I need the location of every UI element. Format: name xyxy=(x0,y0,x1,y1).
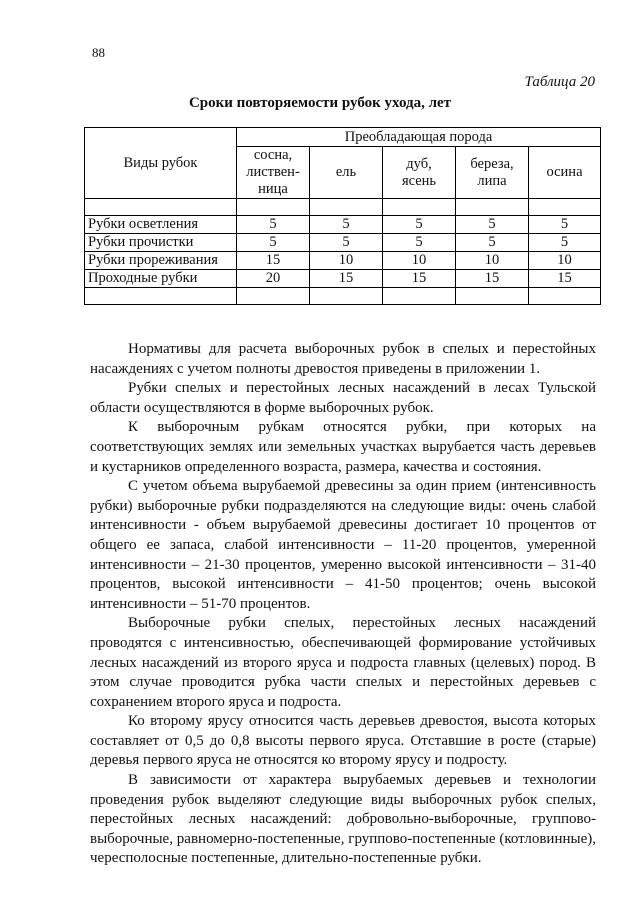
table-cell: 5 xyxy=(310,216,383,234)
table-cell: 15 xyxy=(529,270,601,288)
paragraph: С учетом объема вырубаемой древесины за один прием (интенсивность рубки) выборочные рубки подразделяются на следующие виды: очень слабой интенсивности - объем вырубаемой древесины достигает 10 процентов от общего ее запаса, слабой интенсивности – 11-20 процентов, умеренной интенсивности – 21-30 процентов, умеренно высокой интенсивности – 31-40 процентов, высокой интенсивности – 41-50 процентов; очень высокой интенсивности – 51-70 процентов. xyxy=(90,478,596,612)
table-cell: 15 xyxy=(237,252,310,270)
table-cell: 10 xyxy=(310,252,383,270)
table-cell: 10 xyxy=(456,252,529,270)
table-cell: 15 xyxy=(310,270,383,288)
table-cell: 20 xyxy=(237,270,310,288)
table-row-spacer xyxy=(85,288,601,305)
table-cell: 5 xyxy=(383,216,456,234)
species-header-line: липа xyxy=(477,172,507,189)
table-cell: 5 xyxy=(310,234,383,252)
table-cell: 5 xyxy=(456,216,529,234)
repeat-terms-table xyxy=(84,127,601,305)
paragraph: Выборочные рубки спелых, перестойных лесных насаждений проводятся с интенсивностью, обеспечивающей формирование устойчивых лесных насаждений из второго яруса и подроста главных (целевых) пород. В этом случае проводится рубка части спелых и перестойных деревьев с сохранением второго яруса и подроста. xyxy=(90,615,596,710)
table-cell: 5 xyxy=(456,234,529,252)
table-row xyxy=(85,216,601,234)
row-label: Проходные рубки xyxy=(85,270,237,288)
group-header-species: Преобладающая порода xyxy=(237,128,601,147)
species-header-line: ель xyxy=(335,164,357,180)
table-cell: 10 xyxy=(529,252,601,270)
table-row-spacer xyxy=(85,199,601,216)
row-label: Рубки прореживания xyxy=(85,252,237,270)
species-header xyxy=(310,147,383,199)
table-row xyxy=(85,234,601,252)
table-cell: 5 xyxy=(529,234,601,252)
paragraph: Ко второму ярусу относится часть деревьев древостоя, высота которых составляет от 0,5 до 0,8 высоты первого яруса. Отставшие в росте (старые) деревья первого яруса не относятся ко второму ярусу и подросту. xyxy=(90,713,596,769)
species-header xyxy=(529,147,601,199)
species-header-line: сосна, xyxy=(253,147,293,163)
table-cell: 5 xyxy=(529,216,601,234)
table-title: Сроки повторяемости рубок ухода, лет xyxy=(188,95,452,111)
paragraph: В зависимости от характера вырубаемых деревьев и технологии проведения рубок выделяют следующие виды выборочных рубок спелых, перестойных лесных насаждений: добровольно-выборочные, группово-выборочные, равномерно-постепенные, группово-постепенные (котловинные), чересполосные постепенные, длительно-постепенные рубки. xyxy=(90,772,596,867)
species-header xyxy=(456,147,529,199)
species-header xyxy=(237,147,310,199)
species-header-line: дуб, xyxy=(406,155,432,172)
paragraph: К выборочным рубкам относятся рубки, при которых на соответствующих землях или земельных участках вырубается часть деревьев и кустарников определенного возраста, размера, качества и состояния. xyxy=(90,419,596,475)
species-header xyxy=(383,147,456,199)
table-cell: 5 xyxy=(237,216,310,234)
body-text xyxy=(90,340,596,869)
table-row xyxy=(85,270,601,288)
table-row xyxy=(85,252,601,270)
row-label: Рубки осветления xyxy=(85,216,237,234)
table-cell: 5 xyxy=(383,234,456,252)
page-number: 88 xyxy=(92,45,105,60)
species-header-line: ясень xyxy=(401,172,437,189)
table-cell: 15 xyxy=(456,270,529,288)
row-label: Рубки прочистки xyxy=(85,234,237,252)
species-header-line: листвен- xyxy=(246,164,300,180)
paragraph: Рубки спелых и перестойных лесных насаждений в лесах Тульской области осуществляются в форме выборочных рубок. xyxy=(90,380,596,416)
species-header-line: осина xyxy=(546,164,583,180)
col-header-cut-type: Виды рубок xyxy=(85,128,237,199)
table-cell: 15 xyxy=(383,270,456,288)
paragraph: Нормативы для расчета выборочных рубок в спелых и перестойных насаждениях с учетом полноты древостоя приведены в приложении 1. xyxy=(90,341,596,377)
table-cell: 10 xyxy=(383,252,456,270)
table-cell: 5 xyxy=(237,234,310,252)
species-header-line: ница xyxy=(258,181,288,197)
species-header-line: береза, xyxy=(470,155,514,172)
table-label: Таблица 20 xyxy=(524,74,595,90)
